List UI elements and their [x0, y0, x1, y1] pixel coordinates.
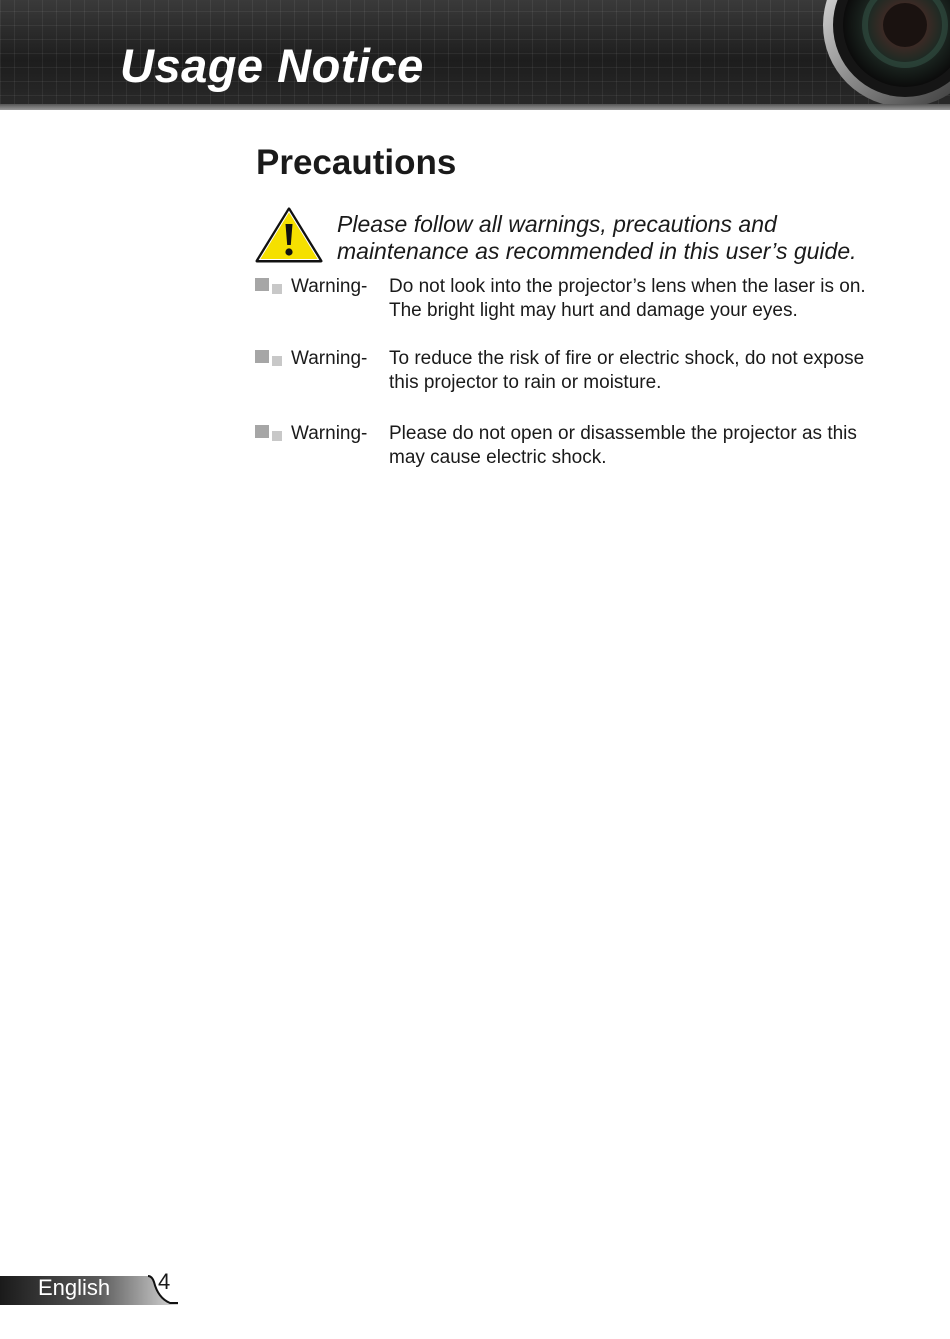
square-bullet-icon — [255, 350, 287, 368]
warning-triangle-icon — [255, 207, 323, 263]
chapter-title: Usage Notice — [120, 39, 424, 92]
warning-text: Please do not open or disassemble the projector as this may cause electric shock. — [389, 423, 857, 468]
square-bullet-icon — [255, 278, 287, 296]
section-title: Precautions — [256, 143, 457, 182]
warning-text: To reduce the risk of fire or electric shock, do not expose this projector to rain or moisture. — [389, 348, 865, 393]
warning-label: Warning- — [291, 423, 368, 444]
page-footer — [0, 1270, 180, 1306]
page-number: 4 — [158, 1269, 171, 1294]
page-header-banner — [0, 0, 950, 110]
warning-label: Warning- — [291, 276, 368, 297]
warning-item — [255, 347, 895, 403]
warning-item — [255, 275, 895, 331]
warning-label: Warning- — [291, 348, 368, 369]
warning-text: Do not look into the projector’s lens when the laser is on. The bright light may hurt and damage your eyes. — [389, 276, 866, 321]
footer-language: English — [38, 1275, 111, 1300]
square-bullet-icon — [255, 425, 287, 443]
caution-statement: Please follow all warnings, precautions and maintenance as recommended in this user’s guide. — [337, 211, 857, 264]
projector-lens-graphic — [820, 0, 950, 110]
warning-item — [255, 422, 895, 478]
